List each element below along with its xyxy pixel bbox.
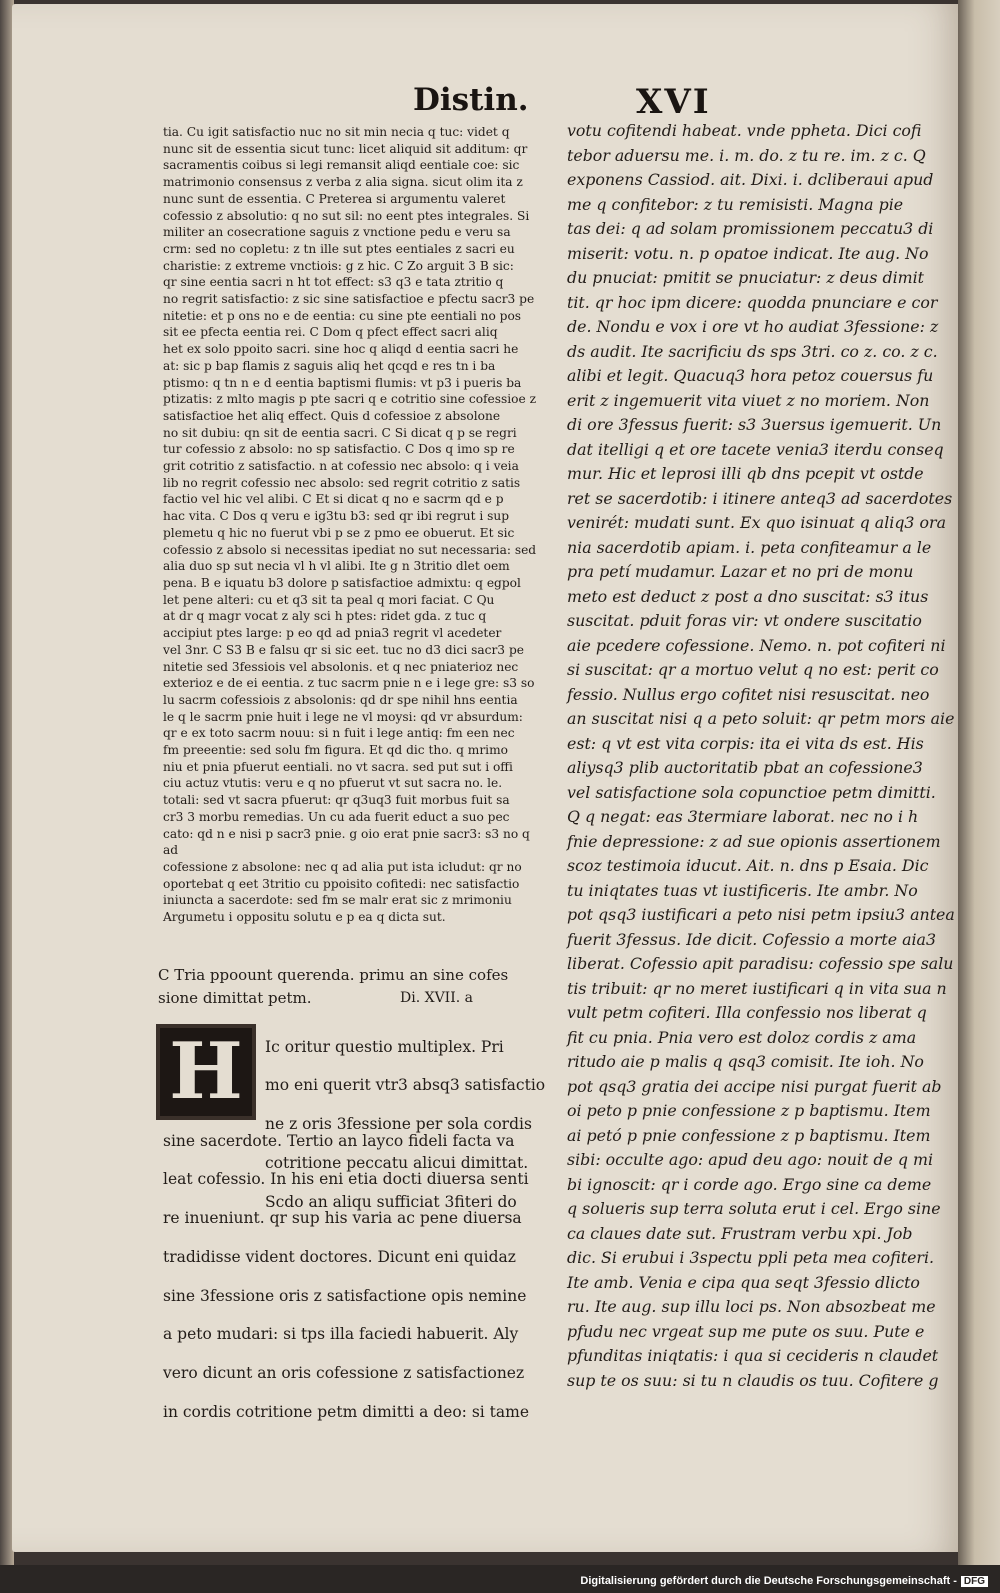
text-line: totali: sed vt sacra pfuerut: qr q3uq3 fuit morbus fuit sa bbox=[163, 793, 510, 808]
text-line: ca claues date sut. Frustram verbu xpi. Job bbox=[567, 1223, 913, 1243]
text-line: pfudu nec vrgeat sup me pute os suu. Pute e bbox=[567, 1321, 925, 1341]
left-column-text bbox=[163, 124, 548, 926]
text-line: exponens Cassiod. ait. Dixi. i. dcliberaui apud bbox=[567, 170, 934, 189]
text-line: nunc sunt de essentia. C Preterea si argumentu valeret bbox=[163, 191, 506, 206]
text-line: dat itelligi q et ore tacete venia3 iterdu conseq bbox=[567, 439, 944, 459]
text-line: cofessione z absolone: nec q ad alia put ista icludut: qr no bbox=[163, 859, 522, 874]
text-line: erit z ingemuerit vita viuet z no morieт. Non bbox=[567, 390, 930, 410]
text-line: tur cofessio z absolo: no sp satisfactio. C Dos q imo sp re bbox=[163, 442, 515, 457]
distinctio-marker: Di. XVII. a bbox=[400, 990, 473, 1006]
text-line: tas dei: q ad solam promissionem peccatu3 di bbox=[567, 219, 934, 238]
text-line: exterioz e de ei eentia. z tuc sacrm pnie n e i lege gre: s3 so bbox=[163, 676, 535, 691]
text-line: qr e ex toto sacrm nouu: si n fuit i lege antiq: fm een nec bbox=[163, 726, 515, 741]
text-line: dic. Si erubui i 3spectu ppli peta mea cofiteri. bbox=[567, 1248, 935, 1267]
text-line: no regrit satisfactio: z sic sine satisfactioe e pfectu sacr3 pe bbox=[163, 292, 535, 307]
text-line: cr3 3 morbu remedias. Un cu ada fuerit educt a suo pec bbox=[163, 809, 510, 824]
text-line: sine sacerdote. Tertio an layco fideli facta va bbox=[163, 1131, 515, 1150]
text-line: miserit: votu. n. p opatoe indicat. Ite aug. No bbox=[567, 243, 929, 263]
text-line: iniuncta a sacerdote: sed fm se malr erat sic z mrimoniu bbox=[163, 893, 512, 908]
text-line: q solueris sup terra soluta erut i cel. Ergo sine bbox=[567, 1199, 941, 1218]
text-line: fnie depressione: z ad sue opionis assertionem bbox=[567, 831, 941, 851]
text-line: Scdo an aliqu sufficiat 3fiteri do bbox=[265, 1192, 517, 1211]
text-line: let pene alteri: cu et q3 sit ta peal q mori faciat. C Qu bbox=[163, 592, 495, 607]
text-line: no sit dubiu: qn sit de eentia sacri. C Si dicat q p se regri bbox=[163, 425, 517, 440]
text-line: het ex solo ppoito sacri. sine hoc q aliqd d eentia sacri he bbox=[163, 342, 519, 357]
text-line: in cordis cotritione petm dimitti a deo: si tame bbox=[163, 1403, 530, 1422]
text-line: vero dicunt an oris cofessione z satisfactionez bbox=[163, 1364, 525, 1383]
text-line: tu iniqtates tuas vt iustificeris. Ite ambr. No bbox=[567, 880, 918, 900]
decorated-initial: H bbox=[156, 1024, 256, 1120]
text-line: at dr q magr vocat z aly sci h ptes: ridet gda. z tuc q bbox=[163, 609, 487, 624]
text-line: tia. Cu igit satisfactio nuc no sit min necia q tuc: videt q bbox=[163, 125, 510, 139]
text-line: di ore 3fessus fuerit: s3 3uersus igemuerit. Un bbox=[567, 415, 942, 434]
initial-continued-text bbox=[163, 1114, 548, 1440]
text-line: sup te os suu: si tu n claudis os tuu. Cofitere g bbox=[567, 1370, 939, 1390]
text-line: alibi et legit. Quacuq3 hora petoz couersus fu bbox=[567, 366, 934, 385]
text-line: suscitat. pduit foras vir: vt ondere suscitatio bbox=[567, 611, 922, 630]
text-line: venirét: mudati sunt. Ex quo isinuat q aliq3 ora bbox=[567, 513, 946, 532]
text-line: tis tribuit: qr no meret iustificari q in vita sua n bbox=[567, 978, 947, 998]
running-head-number: XVI bbox=[636, 82, 711, 122]
funding-credit bbox=[580, 1575, 988, 1587]
text-line: vel satisfactione sola copunctioe petm dimitti. bbox=[567, 782, 936, 802]
text-line: nia sacerdotib apiam. i. peta confiteamur a le bbox=[567, 537, 932, 557]
text-line: sibi: occulte ago: apud deu ago: nouit de q mi bbox=[567, 1150, 934, 1169]
text-line: oi peto p pnie confessione z p baptismu. Item bbox=[567, 1101, 931, 1120]
text-line: mo eni querit vtr3 absq3 satisfactio bbox=[265, 1076, 546, 1095]
dfg-logo: DFG bbox=[961, 1576, 988, 1587]
tria-heading: C Tria ppoount querenda. primu an sine cofes sione dimittat petm. bbox=[158, 966, 509, 1007]
text-line: si suscitat: qr a mortuo velut q no est: perit co bbox=[567, 660, 939, 679]
text-line: vel 3nr. C S3 B e falsu qr si sic eet. tuc no d3 dici sacr3 pe bbox=[163, 642, 524, 657]
text-line: pena. B e iquatu b3 dolore p satisfactioe admixtu: q egpol bbox=[163, 575, 521, 590]
text-line: ptizatis: z mlto magis p pte sacri q e cotritio sine cofessioe z bbox=[163, 392, 537, 407]
text-line: matrimonio consensus z verba z alia signa. sicut olim ita z bbox=[163, 175, 523, 190]
text-line: re inueniunt. qr sup his varia ac pene diuersa bbox=[163, 1209, 522, 1228]
text-line: at: sic p bap flamis z saguis aliq het qcqd e res tn i ba bbox=[163, 358, 496, 373]
text-line: lu sacrm cofessiois z absolonis: qd dr spe nihil hns eentia bbox=[163, 692, 518, 707]
text-line: nunc sit de essentia sicut tunc: licet aliquid sit additum: qr bbox=[163, 141, 528, 156]
text-line: nitetie: et p ons no e de eentia: cu sine pte eentiali no pos bbox=[163, 308, 522, 323]
text-line: qr sine eentia sacri n ht tot effect: s3 q3 e tata ztritio q bbox=[163, 275, 504, 290]
text-line: tebor aduersu me. i. m. do. z tu re. im. z c. Q bbox=[567, 145, 926, 165]
text-line: accipiut ptes large: p eo qd ad pnia3 regrit vl acedeter bbox=[163, 626, 502, 641]
text-line: meto est deduct z post a dno suscitat: s3 itus bbox=[567, 586, 929, 606]
text-line: Ite amb. Venia e cipa qua seqt 3fessio dlicto bbox=[567, 1272, 920, 1292]
text-line: pot qsq3 iustificari a peto nisi petm ipsiu3 antea bbox=[567, 905, 955, 924]
text-line: vult petm cofiteri. Illa confessio nos liberat q bbox=[567, 1003, 927, 1022]
text-line: fuerit 3fessus. Ide dicit. Cofessio a morte aia3 bbox=[567, 929, 937, 949]
text-line: mur. Hic et leprosi illi qb dns pcepit vt ostde bbox=[567, 464, 924, 483]
text-line: cofessio z absolo si necessitas ipediat no sut necessaria: sed bbox=[163, 542, 537, 557]
text-line: me q confitebor: z tu remisisti. Magna pie bbox=[567, 194, 904, 214]
text-line: bi ignoscit: qr i corde ago. Ergo sine ca deme bbox=[567, 1174, 932, 1194]
right-column-text bbox=[567, 119, 957, 1393]
text-line: Q q negat: eas 3termiare laborat. nec no i h bbox=[567, 807, 919, 826]
text-line: nitetie sed 3fessiois vel absolonis. et q nec pniaterioz nec bbox=[163, 659, 519, 674]
text-line: niu et pnia pfuerut eentiali. no vt sacra. sed put sut i offi bbox=[163, 759, 513, 774]
text-line: ds audit. Ite sacrificiu ds sps 3tri. co z. co. z c. bbox=[567, 341, 938, 361]
text-line: du pnuciat: pmitit se pnuciatur: z deus dimit bbox=[567, 268, 925, 287]
text-line: Ic oritur questio multiplex. Pri bbox=[265, 1037, 504, 1056]
text-line: alia duo sp sut necia vl h vl alibi. Ite g n 3tritio dlet oem bbox=[163, 559, 510, 574]
facing-page-edge bbox=[958, 0, 1000, 1565]
text-line: sit ee pfecta eentia rei. C Dom q pfect effect sacri aliq bbox=[163, 325, 498, 340]
text-line: pra petí mudamur. Lazar et no pri de monu bbox=[567, 562, 914, 581]
text-line: oportebat q eet 3tritio cu ppoisito cofitedi: nec satisfactio bbox=[163, 876, 520, 891]
text-line: plemetu q hic no fuerut vbi p se z pmo ee obuerut. Et sic bbox=[163, 525, 515, 540]
text-line: ptismo: q tn n e d eentia baptismi flumis: vt p3 i pueris ba bbox=[163, 375, 522, 390]
text-line: ritudo aie p malis q qsq3 comisit. Ite ioh. No bbox=[567, 1052, 924, 1071]
text-line: fm preeentie: sed solu fm figura. Et qd dic tho. q mrimo bbox=[163, 743, 508, 758]
text-line: pfunditas iniqtatis: i qua si cecideris n claudet bbox=[567, 1346, 939, 1365]
text-line: hac vita. C Dos q veru e ig3tu b3: sed qr ibi regrut i sup bbox=[163, 509, 510, 524]
text-line: aie pcedere cofessione. Nemo. n. pot cofiteri ni bbox=[567, 635, 946, 655]
text-line: cato: qd n e nisi p sacr3 pnie. g oio erat pnie sacr3: s3 no q ad bbox=[163, 826, 534, 858]
text-line: a peto mudari: si tps illa faciedi habuerit. Aly bbox=[163, 1325, 519, 1344]
text-line: sacramentis coibus si legi remansit aliqd eentiale coe: sic bbox=[163, 158, 520, 173]
text-line: an suscitat nisi q a peto soluit: qr petm mors aie bbox=[567, 709, 955, 728]
text-line: est: q vt est vita corpis: ita ei vita ds est. His bbox=[567, 733, 924, 753]
text-line: ret se sacerdotib: i itinere anteq3 ad sacerdotes bbox=[567, 488, 953, 508]
text-line: ru. Ite aug. sup illu loci ps. Non absozbeat me bbox=[567, 1297, 936, 1316]
text-line: fit cu pnia. Pnia vero est doloz cordis z ama bbox=[567, 1027, 917, 1047]
text-line: tit. qr hoc ipm dicere: quodda pnunciare e cor bbox=[567, 292, 938, 312]
funding-credit-text: Digitalisierung gefördert durch die Deutsche Forschungsgemeinschaft - bbox=[580, 1575, 957, 1587]
text-line: ne z oris 3fessione per sola cordis bbox=[265, 1115, 532, 1134]
text-line: charistie: z extreme vnctiois: g z hic. C Zo arguit 3 B sic: bbox=[163, 258, 514, 273]
text-line: leat cofessio. In his eni etia docti diuersa senti bbox=[163, 1170, 529, 1189]
text-line: tradidisse vident doctores. Dicunt eni quidaz bbox=[163, 1247, 516, 1266]
text-line: fessio. Nullus ergo cofitet nisi resuscitat. neo bbox=[567, 684, 930, 704]
text-line: votu cofitendi habeat. vnde ppheta. Dici cofi bbox=[567, 121, 922, 140]
text-line: crm: sed no copletu: z tn ille sut ptes eentiales z sacri eu bbox=[163, 241, 515, 256]
text-line: cotritione peccatu alicui dimittat. bbox=[265, 1153, 529, 1172]
text-line: liberat. Cofessio apit paradisu: cofessio spe salu bbox=[567, 954, 954, 973]
text-line: le q le sacrm pnie huit i lege ne vl moysi: qd vr absurdum: bbox=[163, 709, 523, 724]
text-line: factio vel hic vel alibi. C Et si dicat q no e sacrm qd e p bbox=[163, 492, 504, 507]
running-head-distinctio: Distin. bbox=[413, 82, 529, 118]
text-line: Argumetu i oppositu solutu e p ea q dicta sut. bbox=[163, 910, 446, 925]
text-line: ciu actuz vtutis: veru e q no pfuerut vt sut sacra no. le. bbox=[163, 776, 503, 791]
text-line: satisfactioe het aliq effect. Quis d cofessioe z absolone bbox=[163, 408, 501, 423]
text-line: cofessio z absolutio: q no sut sil: no eent ptes integrales. Si bbox=[163, 208, 530, 223]
text-line: grit cotritio z satisfactio. n at cofessio nec absolo: q i veia bbox=[163, 459, 519, 474]
text-line: pot qsq3 gratia dei accipe nisi purgat fuerit ab bbox=[567, 1076, 942, 1096]
text-line: lib no regrit cofessio nec absolo: sed regrit cotritio z satis bbox=[163, 475, 521, 490]
text-line: aliysq3 plib auctoritatib pbat an cofessione3 bbox=[567, 758, 923, 777]
text-line: militer an cosecratione saguis z vnctione pedu e veru sa bbox=[163, 225, 511, 240]
text-line: sine 3fessione oris z satisfactione opis nemine bbox=[163, 1286, 527, 1305]
text-line: de. Nondu e vox i ore vt ho audiat 3fessione: z bbox=[567, 317, 939, 336]
text-line: scoz testimoia iducut. Ait. n. dns p Esaia. Dic bbox=[567, 856, 929, 875]
text-line: ai petó p pnie confessione z p baptismu. Item bbox=[567, 1125, 931, 1145]
